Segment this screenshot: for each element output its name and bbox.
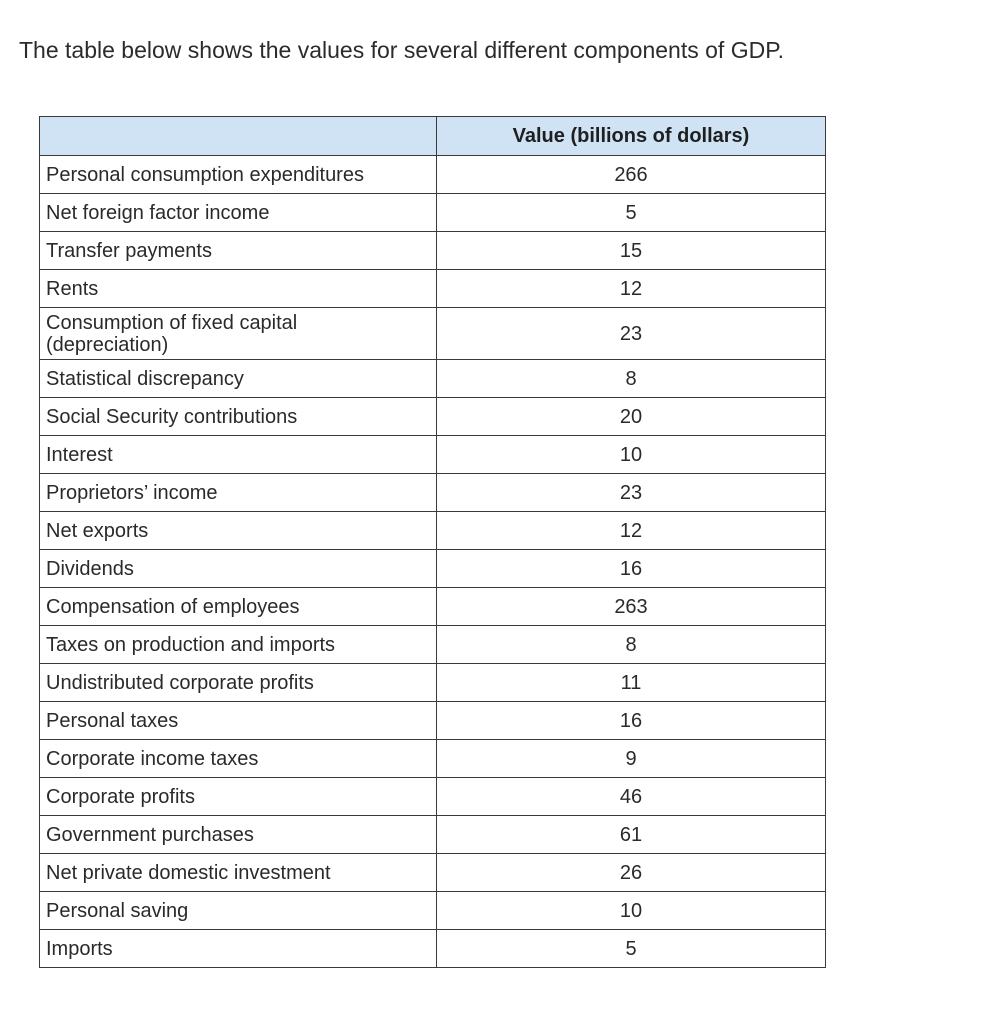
- table-row: [40, 892, 826, 930]
- component-label: Interest: [40, 436, 437, 474]
- component-label: Personal consumption expenditures: [40, 156, 437, 194]
- component-value: 20: [437, 398, 826, 436]
- component-value: 12: [437, 270, 826, 308]
- component-label: Undistributed corporate profits: [40, 664, 437, 702]
- component-value: 9: [437, 740, 826, 778]
- table-row: [40, 588, 826, 626]
- component-value: 10: [437, 436, 826, 474]
- table-row: [40, 308, 826, 360]
- component-value: 23: [437, 308, 826, 360]
- table-row: [40, 930, 826, 968]
- table-row: [40, 854, 826, 892]
- component-label: Compensation of employees: [40, 588, 437, 626]
- component-label: Transfer payments: [40, 232, 437, 270]
- table-row: [40, 664, 826, 702]
- component-label: Personal saving: [40, 892, 437, 930]
- component-label: Statistical discrepancy: [40, 360, 437, 398]
- component-value: 5: [437, 194, 826, 232]
- component-value: 263: [437, 588, 826, 626]
- component-value: 15: [437, 232, 826, 270]
- table-row: [40, 740, 826, 778]
- component-value: 61: [437, 816, 826, 854]
- component-value: 23: [437, 474, 826, 512]
- component-label: Dividends: [40, 550, 437, 588]
- component-value: 11: [437, 664, 826, 702]
- table-row: [40, 512, 826, 550]
- component-label: Corporate income taxes: [40, 740, 437, 778]
- component-label: Personal taxes: [40, 702, 437, 740]
- component-value: 26: [437, 854, 826, 892]
- component-value: 46: [437, 778, 826, 816]
- table-row: [40, 232, 826, 270]
- table-row: [40, 270, 826, 308]
- component-label: Government purchases: [40, 816, 437, 854]
- table-row: [40, 550, 826, 588]
- component-label: Net private domestic investment: [40, 854, 437, 892]
- component-label: Corporate profits: [40, 778, 437, 816]
- table-header-row: [40, 117, 826, 156]
- component-value: 8: [437, 360, 826, 398]
- component-label: Imports: [40, 930, 437, 968]
- intro-text: The table below shows the values for several different components of GDP.: [19, 37, 784, 63]
- component-label-text: Consumption of fixed capital (depreciation): [46, 311, 298, 356]
- component-label: Rents: [40, 270, 437, 308]
- component-value: 8: [437, 626, 826, 664]
- table-row: [40, 474, 826, 512]
- table-row: [40, 398, 826, 436]
- component-label: Proprietors’ income: [40, 474, 437, 512]
- table-row: [40, 436, 826, 474]
- component-label: Social Security contributions: [40, 398, 437, 436]
- table-row: [40, 816, 826, 854]
- gdp-components-table: [39, 116, 826, 968]
- table-row: [40, 360, 826, 398]
- component-value: 16: [437, 702, 826, 740]
- component-label: Net exports: [40, 512, 437, 550]
- component-value: 10: [437, 892, 826, 930]
- component-value: 266: [437, 156, 826, 194]
- component-value: 16: [437, 550, 826, 588]
- component-value: 5: [437, 930, 826, 968]
- table-row: [40, 194, 826, 232]
- table-row: [40, 778, 826, 816]
- component-label: [40, 308, 437, 360]
- table-row: [40, 156, 826, 194]
- table-row: [40, 702, 826, 740]
- component-value: 12: [437, 512, 826, 550]
- header-label-cell: [40, 117, 437, 156]
- component-label: Net foreign factor income: [40, 194, 437, 232]
- table-row: [40, 626, 826, 664]
- component-label: Taxes on production and imports: [40, 626, 437, 664]
- header-value-cell: Value (billions of dollars): [437, 117, 826, 156]
